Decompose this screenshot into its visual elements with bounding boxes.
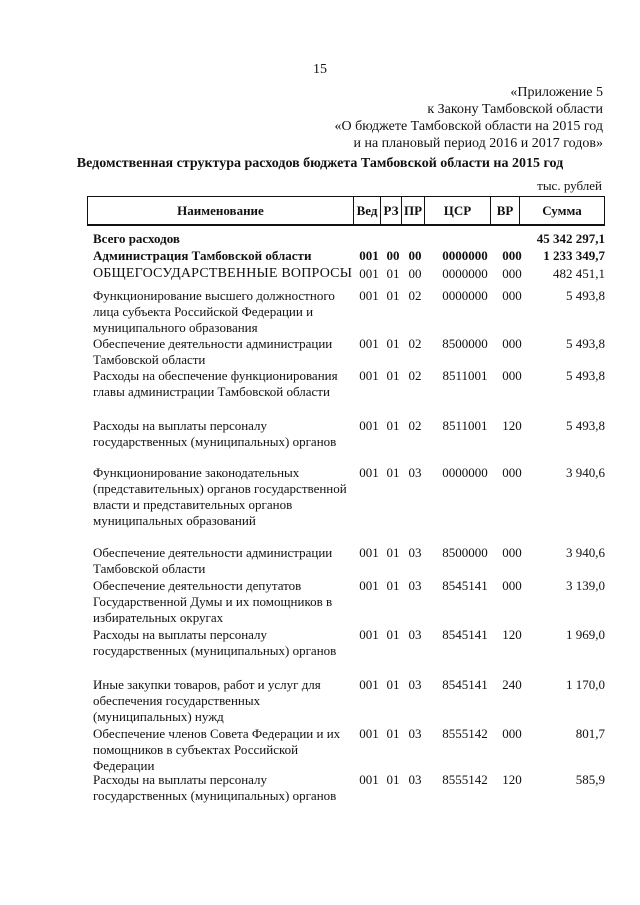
row-sum: 5 493,8 (566, 418, 605, 433)
page-number: 15 (313, 62, 327, 77)
row-vr: 000 (502, 266, 522, 281)
table-row (93, 336, 605, 368)
table-row (93, 677, 605, 725)
row-ved: 001 (359, 266, 379, 281)
column-header-rz: РЗ (380, 197, 401, 224)
row-sum: 1 233 349,7 (543, 248, 605, 263)
row-ved: 001 (359, 368, 379, 383)
row-name: Функционирование высшего должностного лица субъекта Российской Федерации и муниципального образования (93, 288, 335, 335)
row-pr: 03 (408, 772, 422, 787)
table-header (87, 196, 605, 226)
table-row (93, 465, 605, 529)
row-rz: 01 (386, 368, 400, 383)
row-csr: 0000000 (442, 465, 488, 480)
row-rz: 01 (386, 578, 400, 593)
row-name: Функционирование законодательных (представительных) органов государственной власти и представительных органов муниципальных образований (93, 465, 347, 528)
column-header-vr: ВР (490, 197, 519, 224)
row-rz: 01 (386, 418, 400, 433)
row-rz: 01 (386, 627, 400, 642)
row-ved: 001 (359, 772, 379, 787)
row-vr: 000 (502, 578, 522, 593)
row-pr: 03 (408, 677, 422, 692)
row-csr: 8511001 (442, 368, 488, 383)
appendix-line: и на плановый период 2016 и 2017 годов» (353, 136, 603, 151)
row-pr: 00 (408, 266, 422, 281)
row-sum: 5 493,8 (566, 288, 605, 303)
row-name: Обеспечение деятельности администрации Тамбовской области (93, 336, 333, 367)
row-sum: 45 342 297,1 (536, 231, 605, 246)
row-vr: 000 (502, 465, 522, 480)
table-row (93, 248, 605, 264)
row-vr: 000 (502, 288, 522, 303)
table-row (93, 368, 605, 400)
table-row (93, 726, 605, 774)
table-row (93, 266, 605, 282)
row-vr: 120 (502, 772, 522, 787)
column-header-name: Наименование (177, 202, 264, 218)
row-sum: 1 969,0 (566, 627, 605, 642)
row-csr: 0000000 (442, 248, 488, 263)
row-rz: 01 (386, 772, 400, 787)
row-pr: 02 (408, 368, 422, 383)
table-row (93, 418, 605, 450)
appendix-line: «О бюджете Тамбовской области на 2015 год (334, 119, 603, 134)
row-name: Расходы на выплаты персоналу государственных (муниципальных) органов (93, 418, 337, 449)
row-rz: 00 (386, 248, 400, 263)
row-vr: 240 (502, 677, 522, 692)
row-rz: 01 (386, 336, 400, 351)
row-rz: 01 (386, 726, 400, 741)
row-ved: 001 (359, 545, 379, 560)
row-name: Обеспечение членов Совета Федерации и их помощников в субъектах Российской Федерации (93, 726, 341, 773)
table-row (93, 772, 605, 804)
row-csr: 8500000 (442, 545, 488, 560)
column-header-csr: ЦСР (424, 197, 490, 224)
row-csr: 8555142 (442, 772, 488, 787)
row-vr: 000 (502, 368, 522, 383)
row-name: Иные закупки товаров, работ и услуг для обеспечения государственных (муниципальных) нужд (93, 677, 321, 724)
row-vr: 120 (502, 418, 522, 433)
row-sum: 482 451,1 (553, 266, 605, 281)
row-ved: 001 (359, 418, 379, 433)
row-sum: 3 940,6 (566, 465, 605, 480)
table-row-total (93, 231, 605, 247)
row-sum: 3 940,6 (566, 545, 605, 560)
row-vr: 120 (502, 627, 522, 642)
row-ved: 001 (359, 578, 379, 593)
appendix-line: к Закону Тамбовской области (427, 102, 603, 117)
row-name: Обеспечение деятельности депутатов Государственной Думы и их помощников в избирательных округах (93, 578, 333, 625)
column-header-ved: Вед (353, 197, 380, 224)
row-name: Администрация Тамбовской области (93, 248, 312, 263)
row-ved: 001 (359, 288, 379, 303)
row-rz: 01 (386, 288, 400, 303)
row-pr: 02 (408, 336, 422, 351)
row-name: Расходы на выплаты персоналу государственных (муниципальных) органов (93, 627, 337, 658)
row-ved: 001 (359, 465, 379, 480)
row-vr: 000 (502, 545, 522, 560)
row-csr: 8511001 (442, 418, 488, 433)
row-name: Расходы на обеспечение функционирования главы администрации Тамбовской области (93, 368, 338, 399)
row-name: Обеспечение деятельности администрации Тамбовской области (93, 545, 333, 576)
row-ved: 001 (359, 627, 379, 642)
row-sum: 5 493,8 (566, 368, 605, 383)
row-name: ОБЩЕГОСУДАРСТВЕННЫЕ ВОПРОСЫ (93, 266, 353, 281)
table-row (93, 578, 605, 626)
row-ved: 001 (359, 336, 379, 351)
row-pr: 03 (408, 627, 422, 642)
table-row (93, 545, 605, 577)
row-csr: 8500000 (442, 336, 488, 351)
row-csr: 8555142 (442, 726, 488, 741)
row-vr: 000 (502, 726, 522, 741)
row-pr: 02 (408, 288, 422, 303)
table-row (93, 288, 605, 336)
row-rz: 01 (386, 545, 400, 560)
appendix-line: «Приложение 5 (510, 85, 603, 100)
row-csr: 8545141 (442, 627, 488, 642)
row-ved: 001 (359, 248, 379, 263)
row-pr: 03 (408, 465, 422, 480)
row-csr: 0000000 (442, 266, 488, 281)
row-ved: 001 (359, 726, 379, 741)
row-rz: 01 (386, 465, 400, 480)
appendix-note (335, 84, 603, 152)
column-header-pr: ПР (401, 197, 424, 224)
row-pr: 00 (408, 248, 422, 263)
row-csr: 8545141 (442, 578, 488, 593)
row-sum: 1 170,0 (566, 677, 605, 692)
row-name: Всего расходов (93, 231, 180, 246)
row-csr: 8545141 (442, 677, 488, 692)
row-csr: 0000000 (442, 288, 488, 303)
row-sum: 3 139,0 (566, 578, 605, 593)
row-rz: 01 (386, 677, 400, 692)
document-title: Ведомственная структура расходов бюджета Тамбовской области на 2015 год (76, 156, 564, 171)
row-pr: 03 (408, 545, 422, 560)
row-name: Расходы на выплаты персоналу государственных (муниципальных) органов (93, 772, 337, 803)
row-pr: 03 (408, 726, 422, 741)
row-rz: 01 (386, 266, 400, 281)
row-pr: 03 (408, 578, 422, 593)
row-vr: 000 (502, 336, 522, 351)
table-row (93, 627, 605, 659)
column-header-sum: Сумма (519, 197, 604, 224)
row-ved: 001 (359, 677, 379, 692)
row-vr: 000 (502, 248, 522, 263)
row-sum: 585,9 (575, 772, 605, 787)
row-pr: 02 (408, 418, 422, 433)
units-label: тыс. рублей (537, 178, 602, 193)
row-sum: 801,7 (575, 726, 605, 741)
row-sum: 5 493,8 (566, 336, 605, 351)
